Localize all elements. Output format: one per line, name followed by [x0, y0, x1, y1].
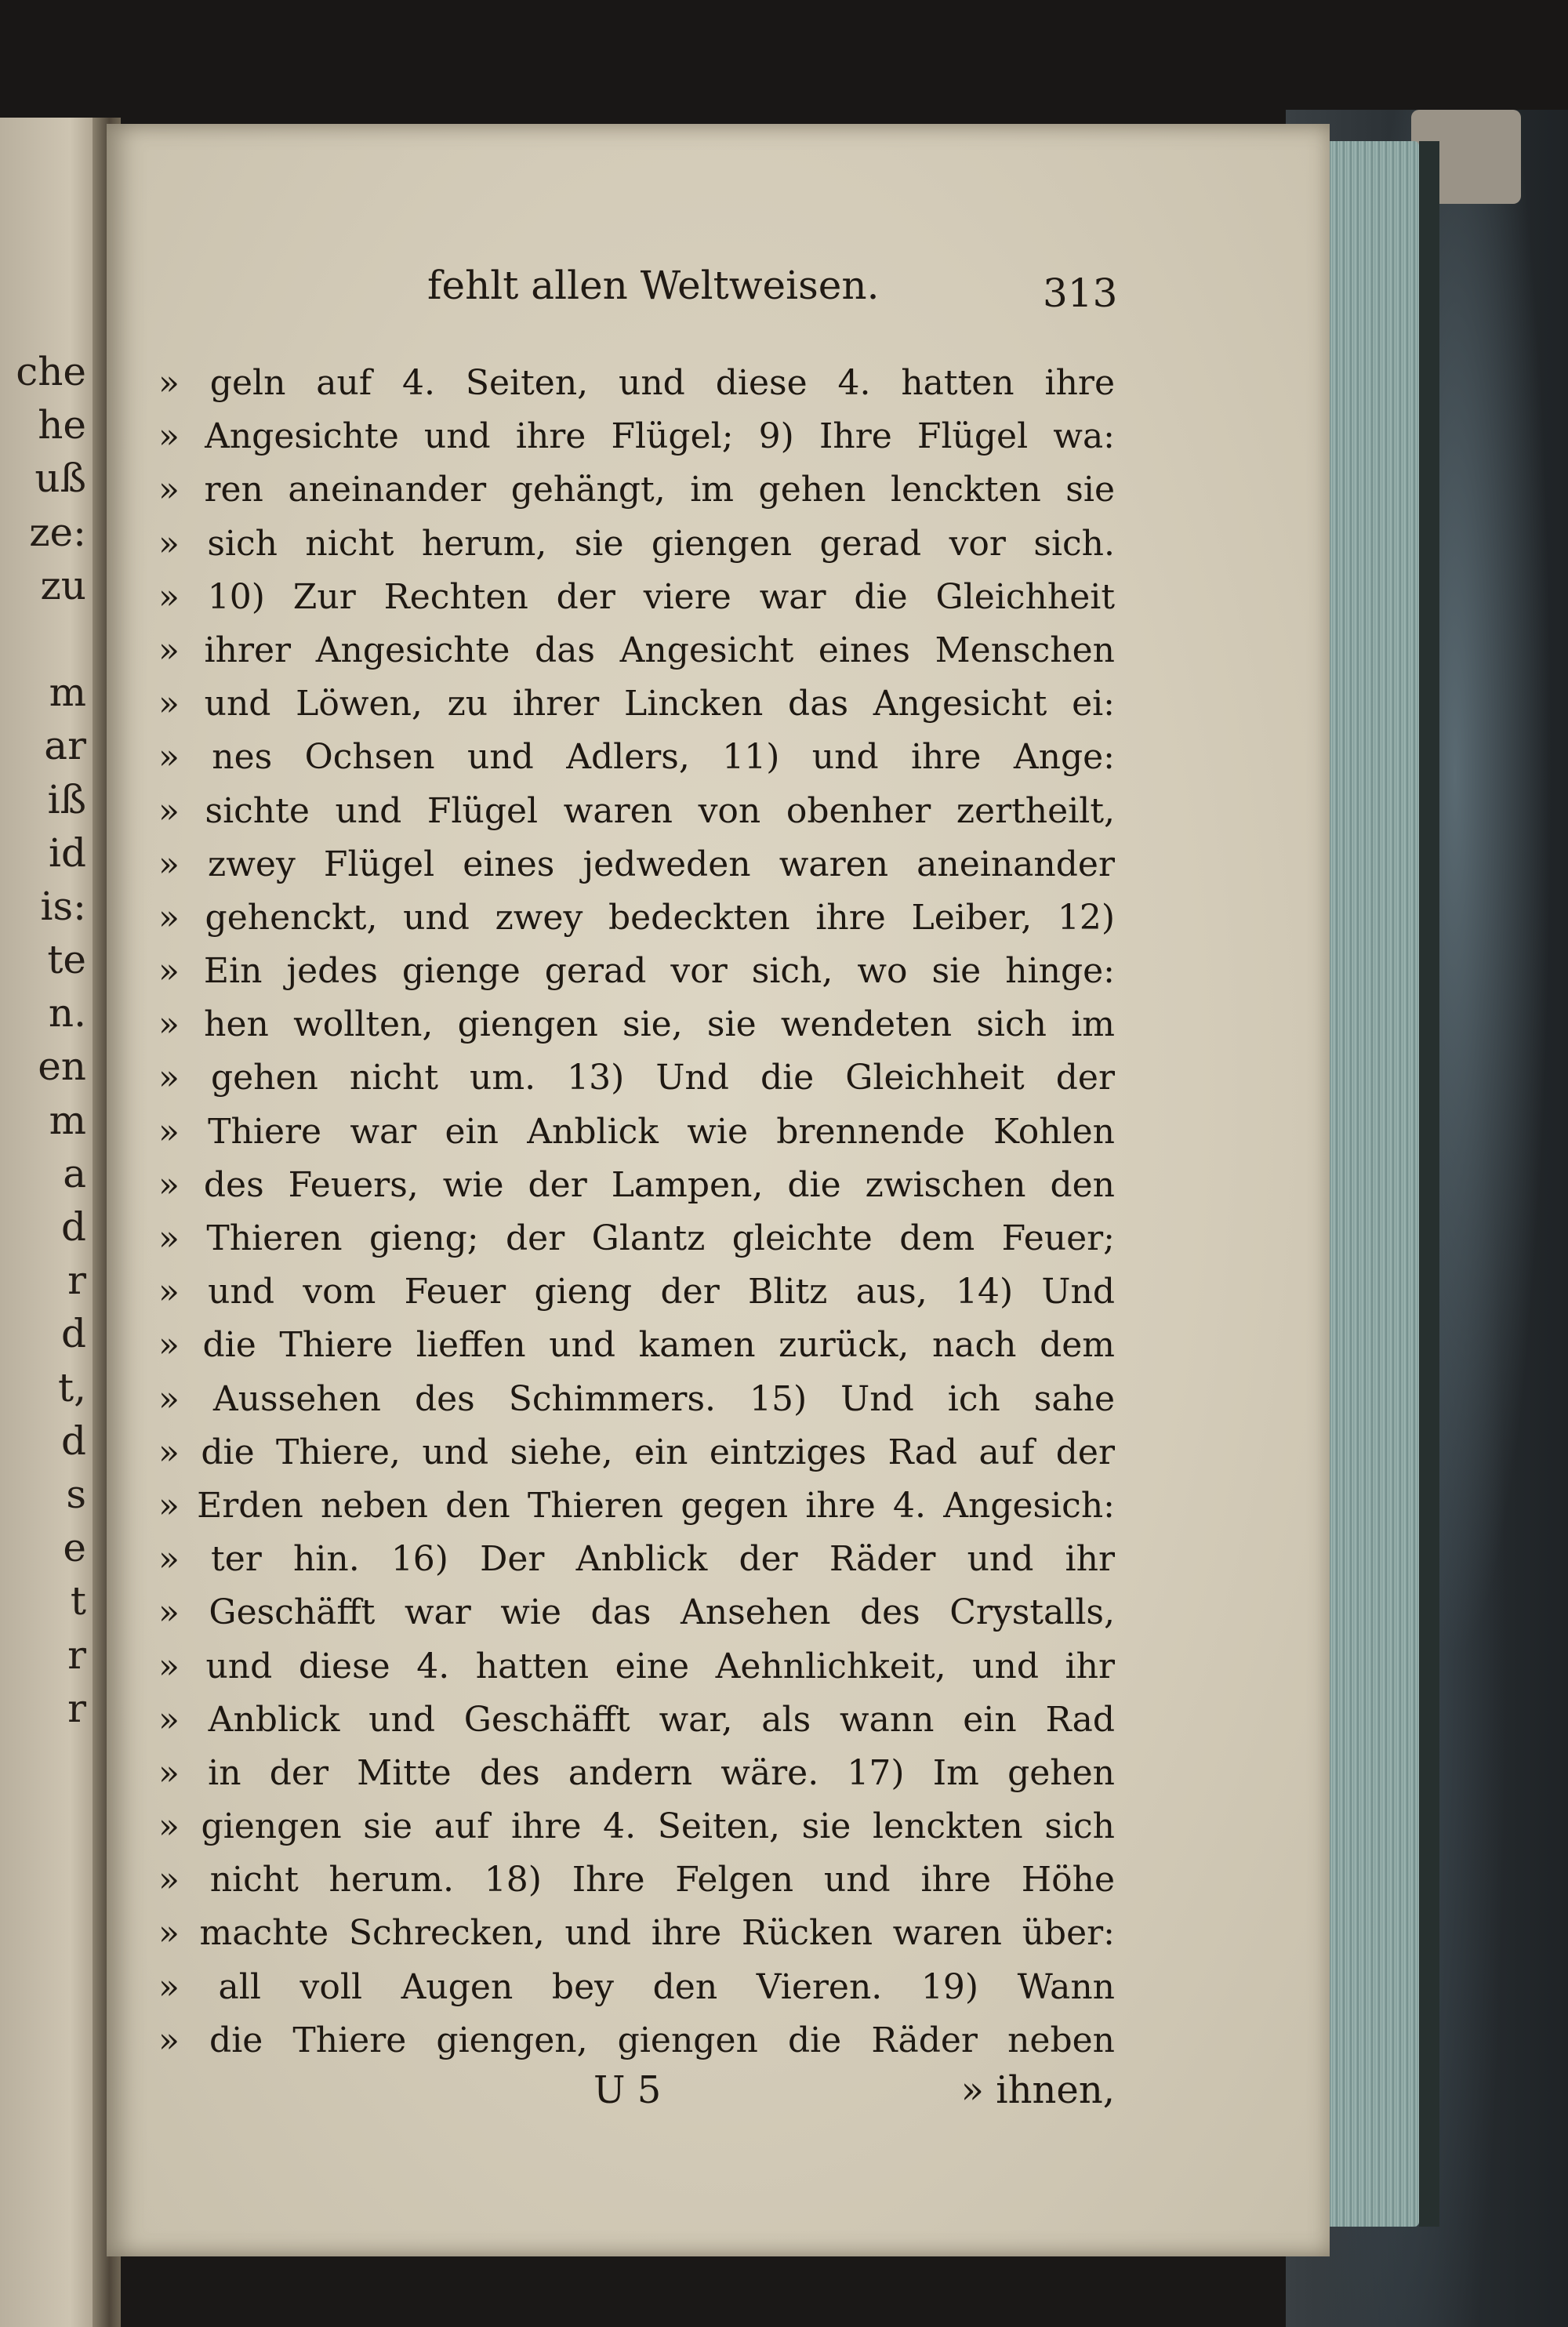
- text-line-content: » sich nicht herum, sie giengen gerad vor sich.: [158, 523, 1115, 564]
- text-line: [158, 731, 1115, 784]
- text-line: [158, 624, 1115, 677]
- text-line: [158, 1159, 1115, 1212]
- left-fragment: [0, 612, 86, 666]
- left-fragment: d: [60, 1418, 86, 1464]
- text-line-content: » nes Ochsen und Adlers, 11) und ihre Ange:: [158, 737, 1115, 778]
- left-fragment: r: [67, 1258, 86, 1304]
- text-line: [158, 677, 1115, 731]
- left-fragment: t: [70, 1578, 86, 1625]
- left-fragment: is:: [40, 883, 86, 929]
- left-fragment: r: [67, 1632, 86, 1678]
- signature-mark: U 5: [593, 2068, 662, 2112]
- text-line: [158, 945, 1115, 998]
- text-line: [158, 1694, 1115, 1747]
- text-line-content: » die Thiere lieffen und kamen zurück, nach dem: [158, 1325, 1115, 1366]
- left-fragment: ze:: [29, 509, 86, 555]
- left-fragment: he: [38, 402, 86, 448]
- text-line: [158, 463, 1115, 517]
- text-line: [158, 1853, 1115, 1907]
- left-fragment: ar: [44, 723, 86, 769]
- left-fragment: id: [49, 830, 86, 876]
- text-line: [158, 1105, 1115, 1159]
- text-line: [158, 517, 1115, 571]
- text-line: [158, 785, 1115, 838]
- text-line-content: » des Feuers, wie der Lampen, die zwischen den: [158, 1164, 1115, 1205]
- text-line: [158, 1961, 1115, 2014]
- left-fragment: iß: [47, 776, 86, 822]
- text-line: [158, 1586, 1115, 1639]
- text-line: [158, 2014, 1115, 2067]
- text-line: [158, 1640, 1115, 1694]
- text-line-content: » Angesichte und ihre Flügel; 9) Ihre Flügel wa:: [158, 416, 1115, 457]
- text-line-content: » und vom Feuer gieng der Blitz aus, 14) Und: [158, 1272, 1115, 1312]
- left-fragment: che: [16, 349, 86, 394]
- text-line: [158, 1265, 1115, 1319]
- left-fragment: te: [47, 937, 86, 983]
- left-fragment: d: [60, 1311, 86, 1357]
- catchword: » ihnen,: [960, 2068, 1115, 2112]
- text-line-content: » gehen nicht um. 13) Und die Gleichheit der: [158, 1058, 1115, 1098]
- text-line-content: » gehenckt, und zwey bedeckten ihre Leiber, 12): [158, 897, 1115, 938]
- text-line: [158, 891, 1115, 945]
- left-fragment: uß: [34, 456, 86, 502]
- left-fragment: m: [49, 1097, 86, 1143]
- left-fragment: a: [63, 1150, 86, 1196]
- text-line: [158, 410, 1115, 463]
- left-fragment: e: [63, 1525, 86, 1571]
- text-line-content: » Geschäfft war wie das Ansehen des Crystalls,: [158, 1592, 1115, 1633]
- left-fragment: d: [60, 1204, 86, 1250]
- text-line-content: » Thiere war ein Anblick wie brennende Kohlen: [158, 1111, 1115, 1152]
- text-line-content: » giengen sie auf ihre 4. Seiten, sie lenckten sich: [158, 1806, 1115, 1847]
- text-line: [158, 1479, 1115, 1533]
- text-line-content: » 10) Zur Rechten der viere war die Gleichheit: [158, 576, 1115, 617]
- left-page-text-fragments: [0, 345, 86, 1735]
- text-line-content: » hen wollten, giengen sie, sie wendeten sich im: [158, 1004, 1115, 1045]
- text-line-content: » machte Schrecken, und ihre Rücken waren über:: [158, 1913, 1115, 1954]
- left-fragment: r: [67, 1685, 86, 1731]
- left-fragment: zu: [40, 562, 86, 608]
- text-line-content: » Aussehen des Schimmers. 15) Und ich sahe: [158, 1378, 1115, 1419]
- text-line-content: » nicht herum. 18) Ihre Felgen und ihre Höhe: [158, 1860, 1115, 1900]
- text-line-content: » ter hin. 16) Der Anblick der Räder und ihr: [158, 1539, 1115, 1580]
- text-line: [158, 357, 1115, 410]
- text-line-content: » und Löwen, zu ihrer Lincken das Angesicht ei:: [158, 684, 1115, 724]
- text-line: [158, 998, 1115, 1051]
- text-line: [158, 838, 1115, 891]
- text-line-content: » Ein jedes gienge gerad vor sich, wo sie hinge:: [158, 951, 1115, 992]
- text-line-content: » all voll Augen bey den Vieren. 19) Wann: [158, 1966, 1115, 2007]
- cover-edge-shade: [1419, 141, 1439, 2227]
- body-text: [158, 357, 1115, 2067]
- left-fragment: m: [49, 670, 86, 716]
- left-fragment: n.: [48, 990, 86, 1036]
- text-line-content: » ren aneinander gehängt, im gehen lenckten sie: [158, 470, 1115, 510]
- text-line: [158, 1800, 1115, 1853]
- text-line: [158, 1426, 1115, 1479]
- text-line: [158, 1373, 1115, 1426]
- text-line-content: » Thieren gieng; der Glantz gleichte dem Feuer;: [158, 1218, 1115, 1258]
- text-line-content: » Anblick und Geschäfft war, als wann ein Rad: [158, 1699, 1115, 1740]
- text-line-content: » geln auf 4. Seiten, und diese 4. hatten ihre: [158, 363, 1115, 403]
- text-line-content: » zwey Flügel eines jedweden waren aneinander: [158, 844, 1115, 884]
- text-line: [158, 1212, 1115, 1265]
- text-line-content: » Erden neben den Thieren gegen ihre 4. Angesich:: [158, 1485, 1115, 1526]
- page-number: 313: [1043, 270, 1118, 316]
- text-line-content: » und diese 4. hatten eine Aehnlichkeit, und ihr: [158, 1646, 1115, 1686]
- text-line: [158, 1319, 1115, 1372]
- text-line: [158, 1747, 1115, 1800]
- left-fragment: t,: [58, 1364, 86, 1410]
- page-edges: [1325, 141, 1419, 2227]
- text-line-content: » ihrer Angesichte das Angesicht eines Menschen: [158, 630, 1115, 670]
- page-footer: [158, 2068, 1115, 2122]
- left-fragment: en: [38, 1044, 86, 1090]
- running-head: fehlt allen Weltweisen.: [427, 263, 880, 308]
- text-line: [158, 1051, 1115, 1105]
- text-line-content: » die Thiere giengen, giengen die Räder neben: [158, 2020, 1115, 2060]
- text-line-content: » in der Mitte des andern wäre. 17) Im gehen: [158, 1752, 1115, 1793]
- text-line: [158, 571, 1115, 624]
- text-line: [158, 1907, 1115, 1960]
- text-line-content: » die Thiere, und siehe, ein eintziges Rad auf der: [158, 1432, 1115, 1472]
- text-line: [158, 1533, 1115, 1586]
- text-line-content: » sichte und Flügel waren von obenher zertheilt,: [158, 790, 1115, 831]
- left-fragment: s: [66, 1471, 86, 1517]
